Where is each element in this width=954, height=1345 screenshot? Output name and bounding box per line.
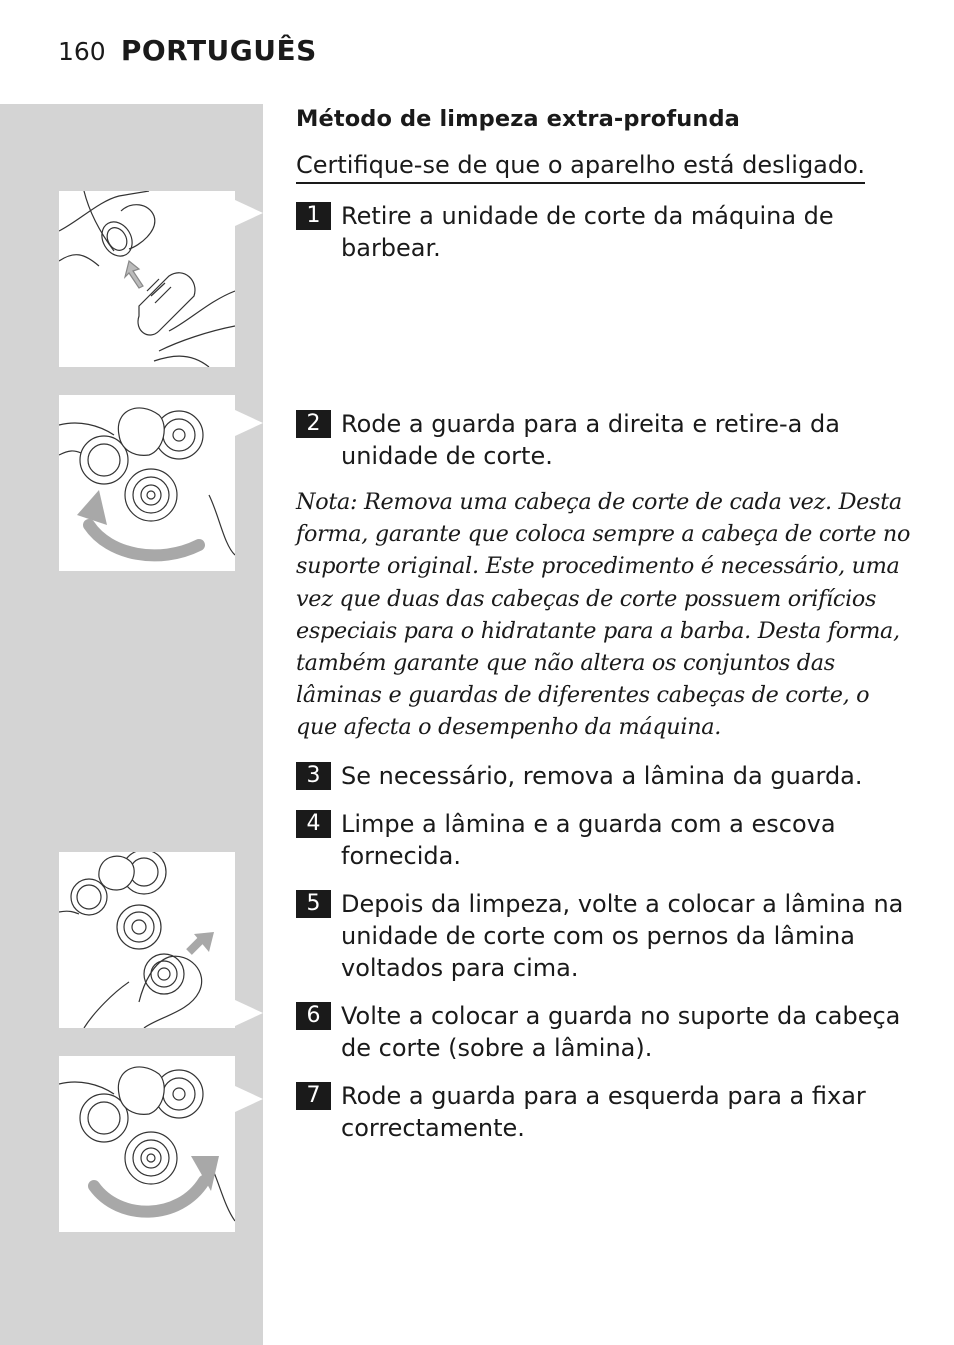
step-number-badge: 5	[296, 890, 331, 918]
rotate-retaining-frame-clockwise-illustration	[59, 395, 235, 571]
page-language-title: PORTUGUÊS	[120, 34, 317, 67]
step-4	[296, 808, 906, 872]
page-header	[58, 34, 317, 74]
remove-cutting-unit-illustration	[59, 191, 235, 367]
section-title: Método de limpeza extra-profunda	[296, 106, 740, 132]
precondition-text: Certifique-se de que o aparelho está desligado.	[296, 148, 865, 184]
step-text: Se necessário, remova a lâmina da guarda.	[341, 762, 863, 790]
step-number-badge: 3	[296, 762, 331, 790]
illustration-pointer	[235, 1000, 263, 1026]
replace-cutter-illustration	[59, 852, 235, 1028]
step-7	[296, 1080, 906, 1144]
step-text: Volte a colocar a guarda no suporte da cabeça de corte (sobre a lâmina).	[341, 1002, 901, 1062]
step-number-badge: 6	[296, 1002, 331, 1030]
step-text: Rode a guarda para a direita e retire-a da unidade de corte.	[341, 410, 840, 470]
step-text: Retire a unidade de corte da máquina de barbear.	[341, 202, 834, 262]
step-6	[296, 1000, 906, 1064]
illustration-pointer	[235, 410, 263, 436]
step-number-badge: 7	[296, 1082, 331, 1110]
step-number-badge: 4	[296, 810, 331, 838]
step-number-badge: 1	[296, 202, 331, 230]
step-text: Depois da limpeza, volte a colocar a lâmina na unidade de corte com os pernos da lâmina voltados para cima.	[341, 890, 904, 982]
rotate-retaining-frame-counterclockwise-illustration	[59, 1056, 235, 1232]
note-text: Nota: Remova uma cabeça de corte de cada vez. Desta forma, garante que coloca sempre a cabeça de corte no suporte original. Este procedimento é necessário, uma vez que duas das cabeças de corte possuem orifícios especiais para o hidratante para a barba. Desta forma, também garante que não altera os conjuntos das lâminas e guardas de diferentes cabeças de corte, o que afecta o desempenho da máquina.	[296, 489, 911, 741]
illustration-pointer	[235, 200, 263, 226]
step-number-badge: 2	[296, 410, 331, 438]
page-number: 160	[58, 37, 106, 66]
step-2	[296, 408, 906, 472]
step-3	[296, 760, 906, 792]
section-heading-block	[296, 100, 906, 138]
illustration-pointer	[235, 1086, 263, 1112]
step-5	[296, 888, 906, 984]
step-1	[296, 200, 906, 264]
step-text: Rode a guarda para a esquerda para a fixar correctamente.	[341, 1082, 866, 1142]
step-text: Limpe a lâmina e a guarda com a escova fornecida.	[341, 810, 836, 870]
